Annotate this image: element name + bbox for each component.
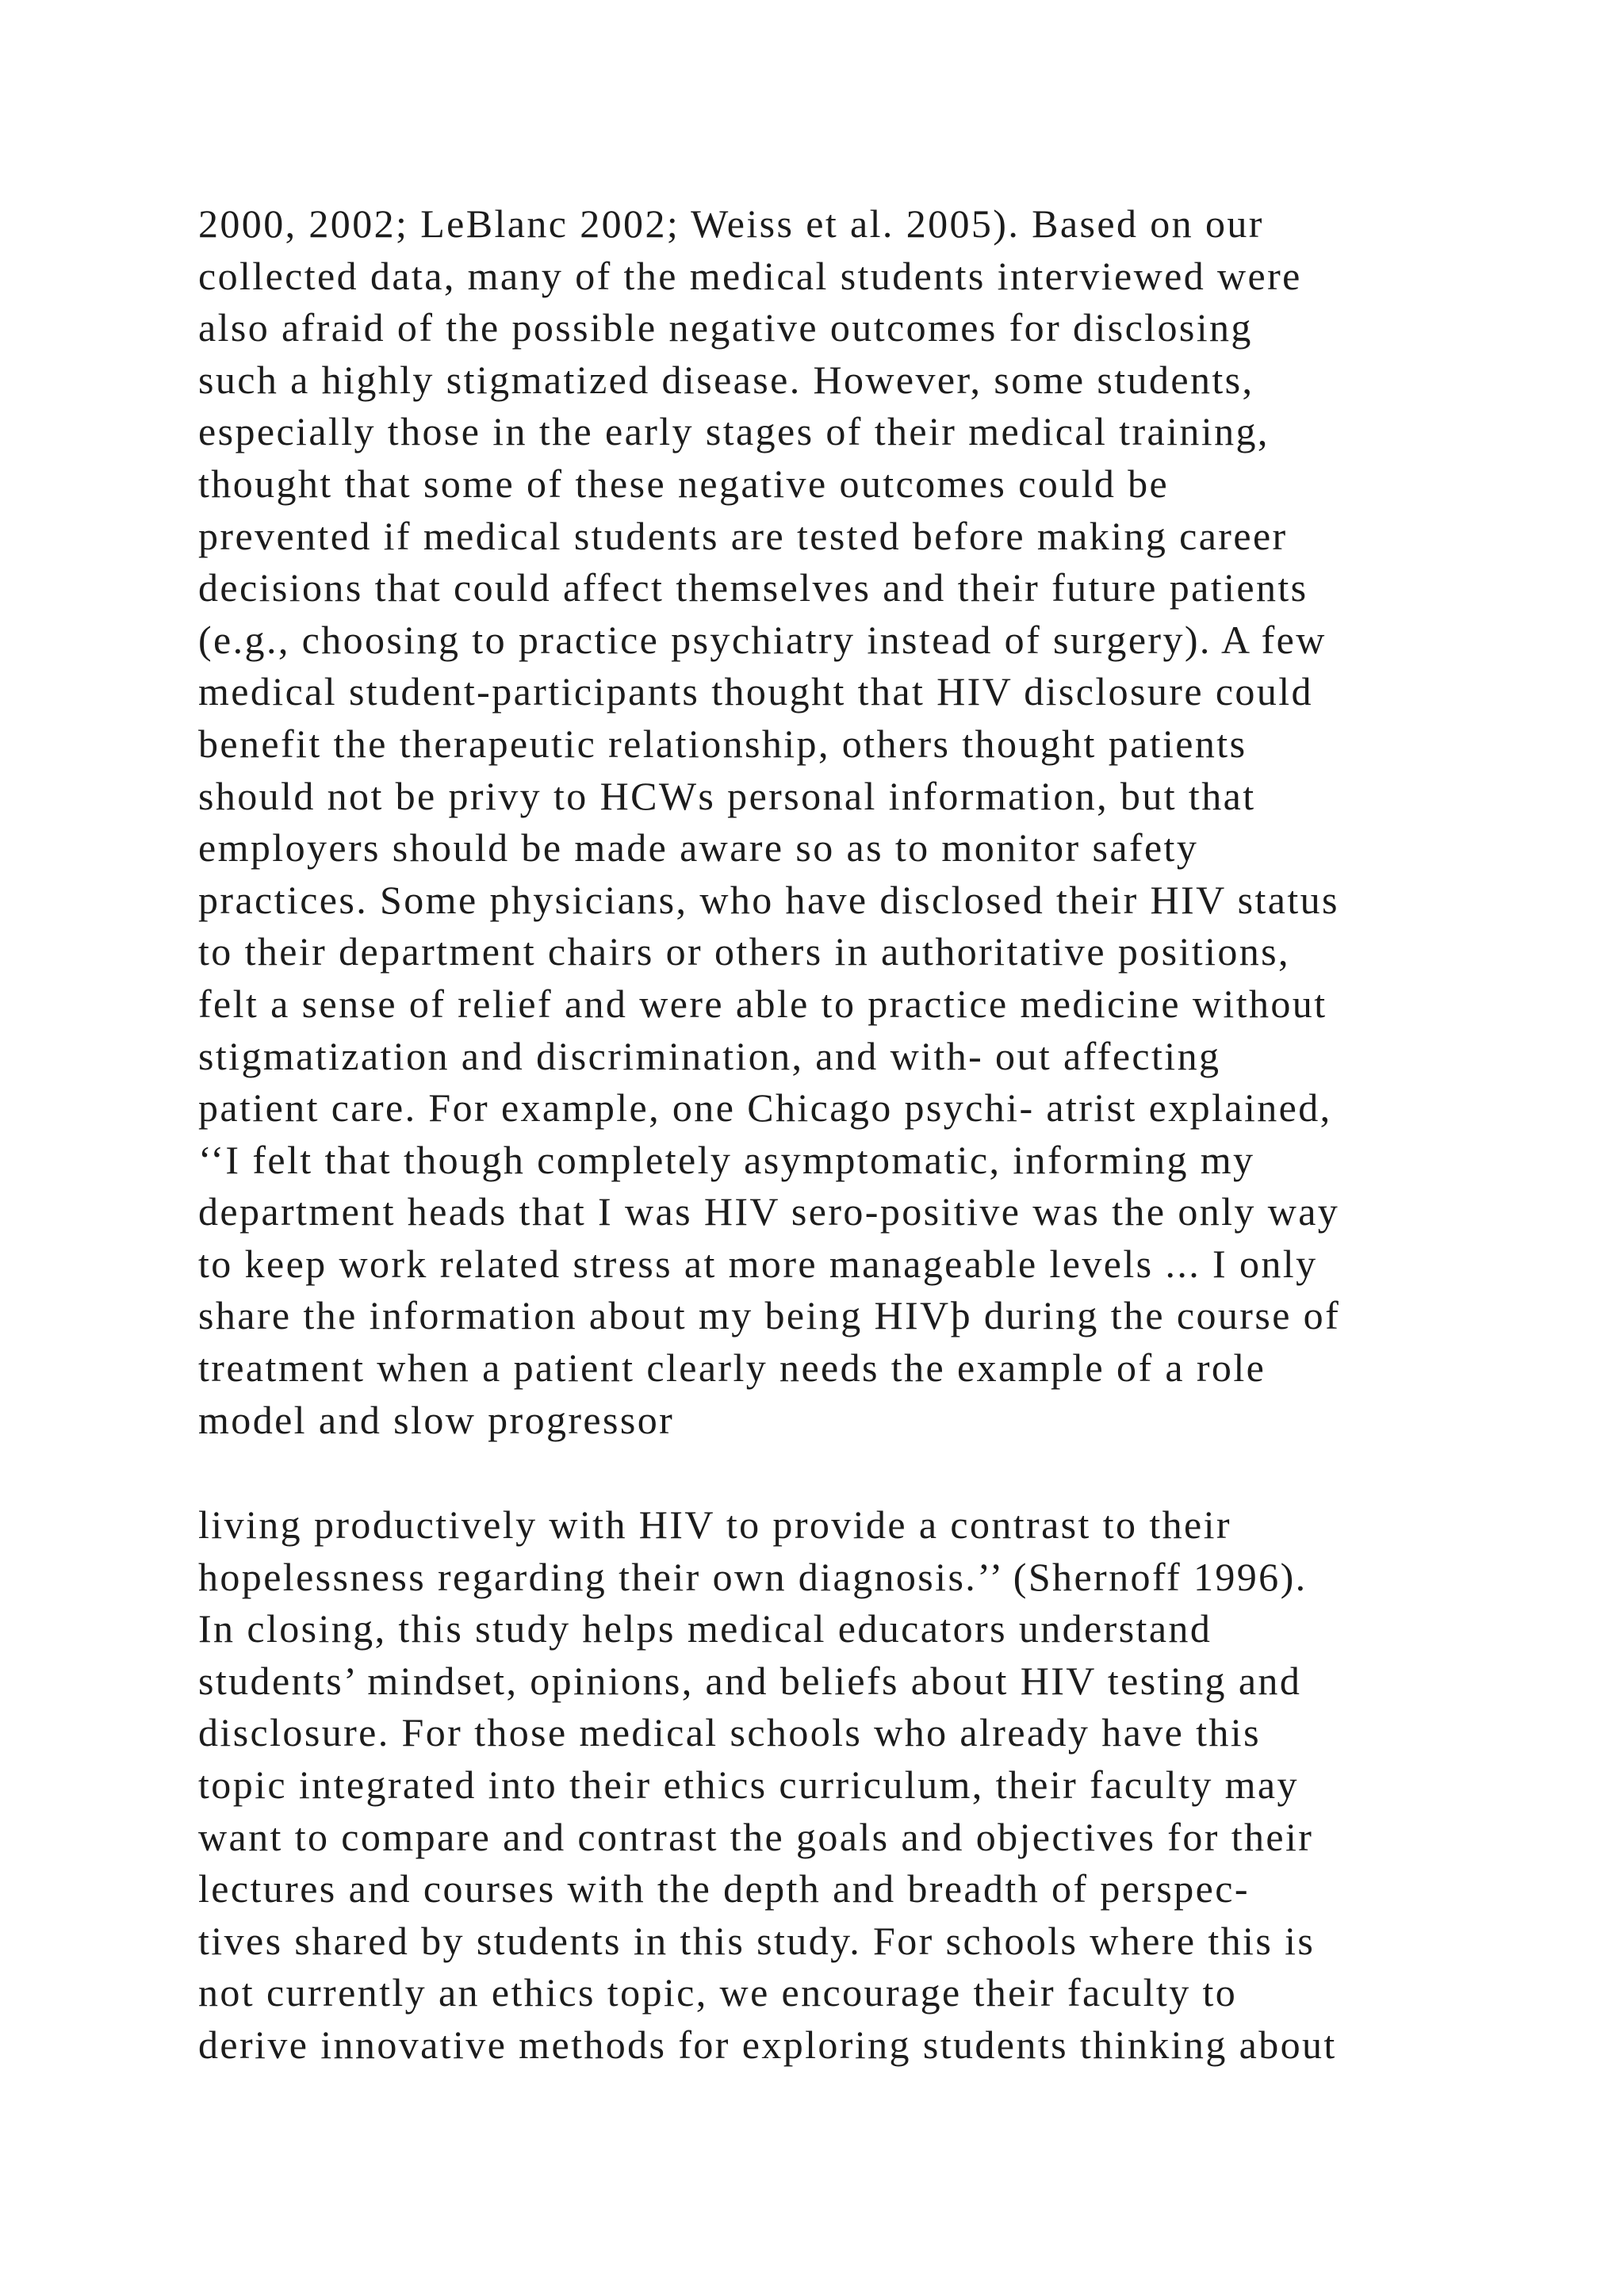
text-line: topic integrated into their ethics curriculum, their faculty may: [198, 1762, 1299, 1807]
text-line: stigmatization and discrimination, and with- out affecting: [198, 1033, 1221, 1078]
text-line: treatment when a patient clearly needs the example of a role: [198, 1345, 1266, 1391]
text-line: benefit the therapeutic relationship, others thought patients: [198, 721, 1247, 766]
text-line: employers should be made aware so as to monitor safety: [198, 825, 1199, 871]
text-line: tives shared by students in this study. For schools where this is: [198, 1918, 1316, 1963]
text-line: In closing, this study helps medical educators understand: [198, 1606, 1212, 1651]
text-line: lectures and courses with the depth and breadth of perspec-: [198, 1866, 1250, 1911]
text-line: should not be privy to HCWs personal information, but that: [198, 773, 1256, 818]
text-line: disclosure. For those medical schools who already have this: [198, 1710, 1261, 1755]
text-line: collected data, many of the medical students interviewed were: [198, 253, 1302, 298]
text-line: derive innovative methods for exploring students thinking about: [198, 2022, 1337, 2067]
text-line: department heads that I was HIV sero-positive was the only way: [198, 1189, 1340, 1234]
text-line: to their department chairs or others in authoritative positions,: [198, 929, 1290, 974]
text-line: medical student-participants thought that HIV disclosure could: [198, 669, 1313, 714]
text-line: patient care. For example, one Chicago psychi- atrist explained,: [198, 1085, 1332, 1131]
text-line: share the information about my being HIVþ during the course of: [198, 1293, 1341, 1338]
text-line: also afraid of the possible negative outcomes for disclosing: [198, 305, 1253, 350]
text-line: model and slow progressor: [198, 1397, 675, 1442]
text-line: living productively with HIV to provide a contrast to their: [198, 1502, 1231, 1547]
text-line: felt a sense of relief and were able to practice medicine without: [198, 981, 1327, 1026]
text-line: not currently an ethics topic, we encourage their faculty to: [198, 1970, 1238, 2015]
text-line: 2000, 2002; LeBlanc 2002; Weiss et al. 2005). Based on our: [198, 201, 1264, 246]
text-line: ‘‘I felt that though completely asymptomatic, informing my: [198, 1137, 1255, 1182]
text-line: especially those in the early stages of their medical training,: [198, 409, 1270, 454]
text-line: hopelessness regarding their own diagnosis.’’ (Shernoff 1996).: [198, 1554, 1308, 1599]
paragraph-1: [198, 198, 1618, 1446]
text-line: thought that some of these negative outcomes could be: [198, 461, 1170, 506]
paragraph-2: [198, 1499, 1618, 2072]
text-line: prevented if medical students are tested before making career: [198, 513, 1288, 558]
text-line: to keep work related stress at more manageable levels ... I only: [198, 1241, 1318, 1286]
text-line: decisions that could affect themselves and their future patients: [198, 565, 1308, 610]
text-line: practices. Some physicians, who have disclosed their HIV status: [198, 877, 1339, 922]
text-line: (e.g., choosing to practice psychiatry instead of surgery). A few: [198, 617, 1327, 662]
text-line: such a highly stigmatized disease. However, some students,: [198, 357, 1254, 402]
text-line: students’ mindset, opinions, and beliefs about HIV testing and: [198, 1658, 1302, 1703]
text-line: want to compare and contrast the goals and objectives for their: [198, 1814, 1314, 1859]
